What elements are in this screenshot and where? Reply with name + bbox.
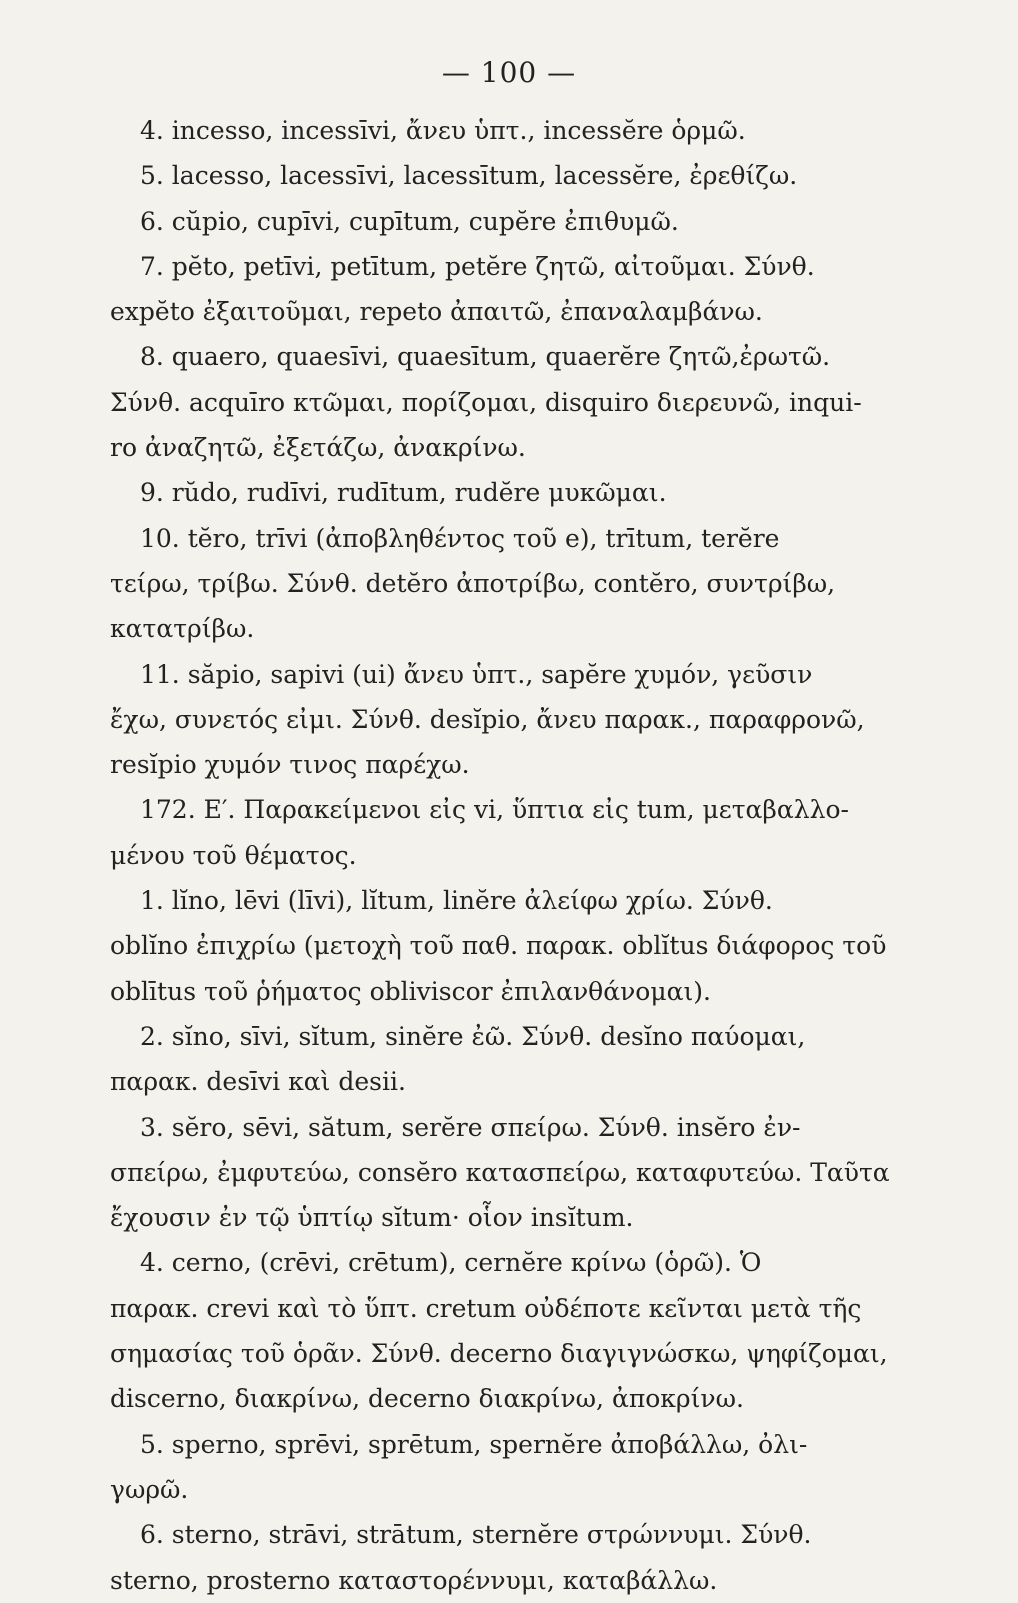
page-number: — 100 — — [441, 56, 577, 89]
text-line: 6. sterno, strāvi, strātum, sternĕre στρώννυμι. Σύνθ. — [140, 1520, 812, 1550]
text-line: 4. cerno, (crēvi, crētum), cernĕre κρίνω (ὁρῶ). Ὁ — [140, 1248, 762, 1278]
text-line: sterno, prosterno καταστορέννυμι, καταβάλλω. — [110, 1565, 718, 1595]
text-line: resĭpio χυμόν τινος παρέχω. — [110, 750, 470, 780]
text-line: ro ἀναζητῶ, ἐξετάζω, ἀνακρίνω. — [110, 433, 526, 463]
text-line: 7. pĕto, petīvi, petītum, petĕre ζητῶ, αἰτοῦμαι. Σύνθ. — [140, 251, 815, 281]
text-line: Σύνθ. acquīro κτῶμαι, πορίζομαι, disquiro διερευνῶ, inqui- — [110, 387, 862, 417]
text-line: παρακ. desīvi καὶ desii. — [110, 1067, 406, 1097]
text-line: σπείρω, ἐμφυτεύω, consĕro κατασπείρω, καταφυτεύω. Ταῦτα — [110, 1157, 890, 1187]
section-heading: 172. Ε′. Παρακείμενοι εἰς vi, ὕπτια εἰς tum, μεταβαλλο- — [140, 795, 849, 825]
text-line: τείρω, τρίβω. Σύνθ. detĕro ἀποτρίβω, contĕro, συντρίβω, — [110, 568, 836, 598]
text-line: 3. sĕro, sēvi, sătum, serĕre σπείρω. Σύνθ. insĕro ἐν- — [140, 1112, 801, 1142]
text-line: παρακ. crevi καὶ τὸ ὕπτ. cretum οὐδέποτε κεῖνται μετὰ τῆς — [110, 1293, 862, 1323]
text-line: 1. lĭno, lēvi (līvi), lĭtum, linĕre ἀλείφω χρίω. Σύνθ. — [140, 886, 773, 916]
text-line: oblītus τοῦ ῥήματος obliviscor ἐπιλανθάνομαι). — [110, 976, 711, 1006]
text-line: γωρῶ. — [110, 1474, 189, 1504]
page-body — [110, 108, 940, 1603]
text-line: oblĭno ἐπιχρίω (μετοχὴ τοῦ παθ. παρακ. oblĭtus διάφορος τοῦ — [110, 931, 887, 961]
text-line: 6. cŭpio, cupīvi, cupītum, cupĕre ἐπιθυμῶ. — [140, 206, 679, 236]
text-line: 4. incesso, incessīvi, ἄνευ ὑπτ., incessĕre ὁρμῶ. — [140, 116, 746, 145]
text-line: 10. tĕro, trīvi (ἀποβληθέντος τοῦ e), trītum, terĕre — [140, 523, 780, 553]
text-line: κατατρίβω. — [110, 614, 255, 644]
text-line: ἔχουσιν ἐν τῷ ὑπτίῳ sĭtum· οἷον insĭtum. — [110, 1203, 634, 1233]
text-line: 9. rŭdo, rudīvi, rudītum, rudĕre μυκῶμαι. — [140, 478, 667, 508]
text-line: 8. quaero, quaesīvi, quaesītum, quaerĕre ζητῶ,ἐρωτῶ. — [140, 342, 831, 372]
text-line: 11. săpio, sapivi (ui) ἄνευ ὑπτ., sapĕre χυμόν, γεῦσιν — [140, 659, 813, 689]
text-line: 5. sperno, sprēvi, sprētum, spernĕre ἀποβάλλω, ὀλι- — [140, 1429, 808, 1459]
text-line: σημασίας τοῦ ὁρᾶν. Σύνθ. decerno διαγιγνώσκω, ψηφίζομαι, — [110, 1339, 888, 1369]
text-line: 2. sĭno, sīvi, sĭtum, sinĕre ἐῶ. Σύνθ. desĭno παύομαι, — [140, 1021, 806, 1051]
text-line: ἔχω, συνετός εἰμι. Σύνθ. desĭpio, ἄνευ παρακ., παραφρονῶ, — [110, 704, 865, 734]
text-line: discerno, διακρίνω, decerno διακρίνω, ἀποκρίνω. — [110, 1384, 744, 1414]
text-line: 5. lacesso, lacessīvi, lacessītum, lacessĕre, ἐρεθίζω. — [140, 161, 798, 191]
text-line: expĕto ἐξαιτοῦμαι, repeto ἀπαιτῶ, ἐπαναλαμβάνω. — [110, 297, 763, 327]
section-heading: μένου τοῦ θέματος. — [110, 840, 357, 870]
